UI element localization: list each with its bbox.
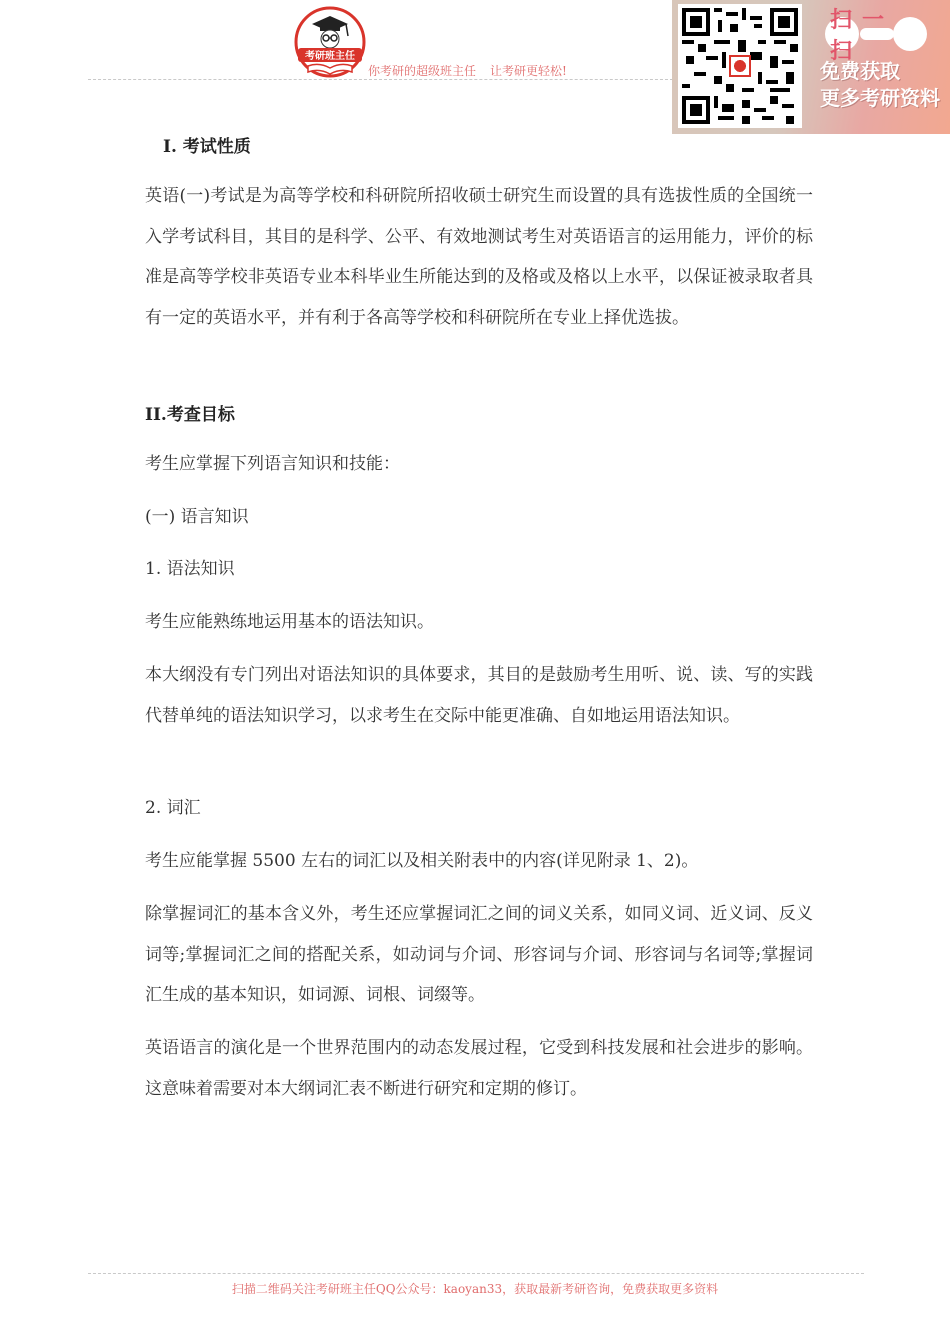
- section-1-paragraph: 英语(一)考试是为高等学校和科研院所招收硕士研究生而设置的具有选拔性质的全国统一入学考试科目，其目的是科学、公平、有效地测试考生对英语语言的运用能力，评价的标准是高等学校非英语专业本科毕业生所能达到的及格或及格以上水平，以保证被录取者具有一定的英语水平，并有利于各高等学校和科研院所在专业上择优选拔。: [145, 186, 813, 328]
- item-vocabulary-paragraph-3: 英语语言的演化是一个世界范围内的动态发展过程，它受到科技发展和社会进步的影响。这意味着需要对本大纲词汇表不断进行研究和定期的修订。: [145, 1038, 813, 1099]
- scan-title: [822, 8, 932, 64]
- header-slogan: [368, 62, 567, 79]
- item-vocabulary-heading: 2. 词汇: [145, 798, 201, 818]
- logo-text: 考研班主任: [305, 51, 355, 62]
- scan-label: 扫一扫: [830, 8, 895, 64]
- slogan-part-1: 你考研的超级班主任: [368, 64, 477, 78]
- qr-code-icon: [682, 8, 798, 124]
- section-2-heading: II.考查目标: [145, 405, 235, 425]
- item-grammar-paragraph-1: 考生应能熟练地运用基本的语法知识。: [145, 612, 434, 632]
- item-vocabulary-paragraph-2: 除掌握词汇的基本含义外，考生还应掌握词汇之间的词义关系，如同义词、近义词、反义词等;掌握词汇之间的搭配关系，如动词与介词、形容词与介词、形容词与名词等;掌握词汇生成的基本知识，如词源、词根、词缀等。: [145, 904, 813, 1005]
- footer-divider: [88, 1273, 864, 1274]
- header-divider: [88, 79, 673, 80]
- item-vocabulary-paragraph-1: 考生应能掌握 5500 左右的词汇以及相关附表中的内容(详见附录 1、2)。: [145, 851, 699, 871]
- section-1-heading: I. 考试性质: [163, 137, 251, 157]
- promo-text: [820, 58, 940, 112]
- item-grammar-paragraph-2: 本大纲没有专门列出对语法知识的具体要求，其目的是鼓励考生用听、说、读、写的实践代替单纯的语法知识学习，以求考生在交际中能更准确、自如地运用语法知识。: [145, 665, 813, 726]
- subsection-language-knowledge: (一) 语言知识: [145, 507, 249, 527]
- logo: [290, 6, 370, 82]
- footer-text: 扫描二维码关注考研班主任QQ公众号：kaoyan33，获取最新考研咨询，免费获取更多资料: [231, 1282, 719, 1296]
- promo-line-2: 更多考研资料: [820, 86, 940, 110]
- promo-line-1: 免费获取: [820, 59, 900, 83]
- section-2-intro: 考生应掌握下列语言知识和技能：: [145, 454, 400, 474]
- item-grammar-heading: 1. 语法知识: [145, 559, 235, 579]
- logo-graphic: [290, 6, 370, 82]
- qr-code: [678, 4, 802, 128]
- slogan-part-2: 让考研更轻松!: [490, 64, 567, 78]
- qr-promo-banner: [672, 0, 950, 134]
